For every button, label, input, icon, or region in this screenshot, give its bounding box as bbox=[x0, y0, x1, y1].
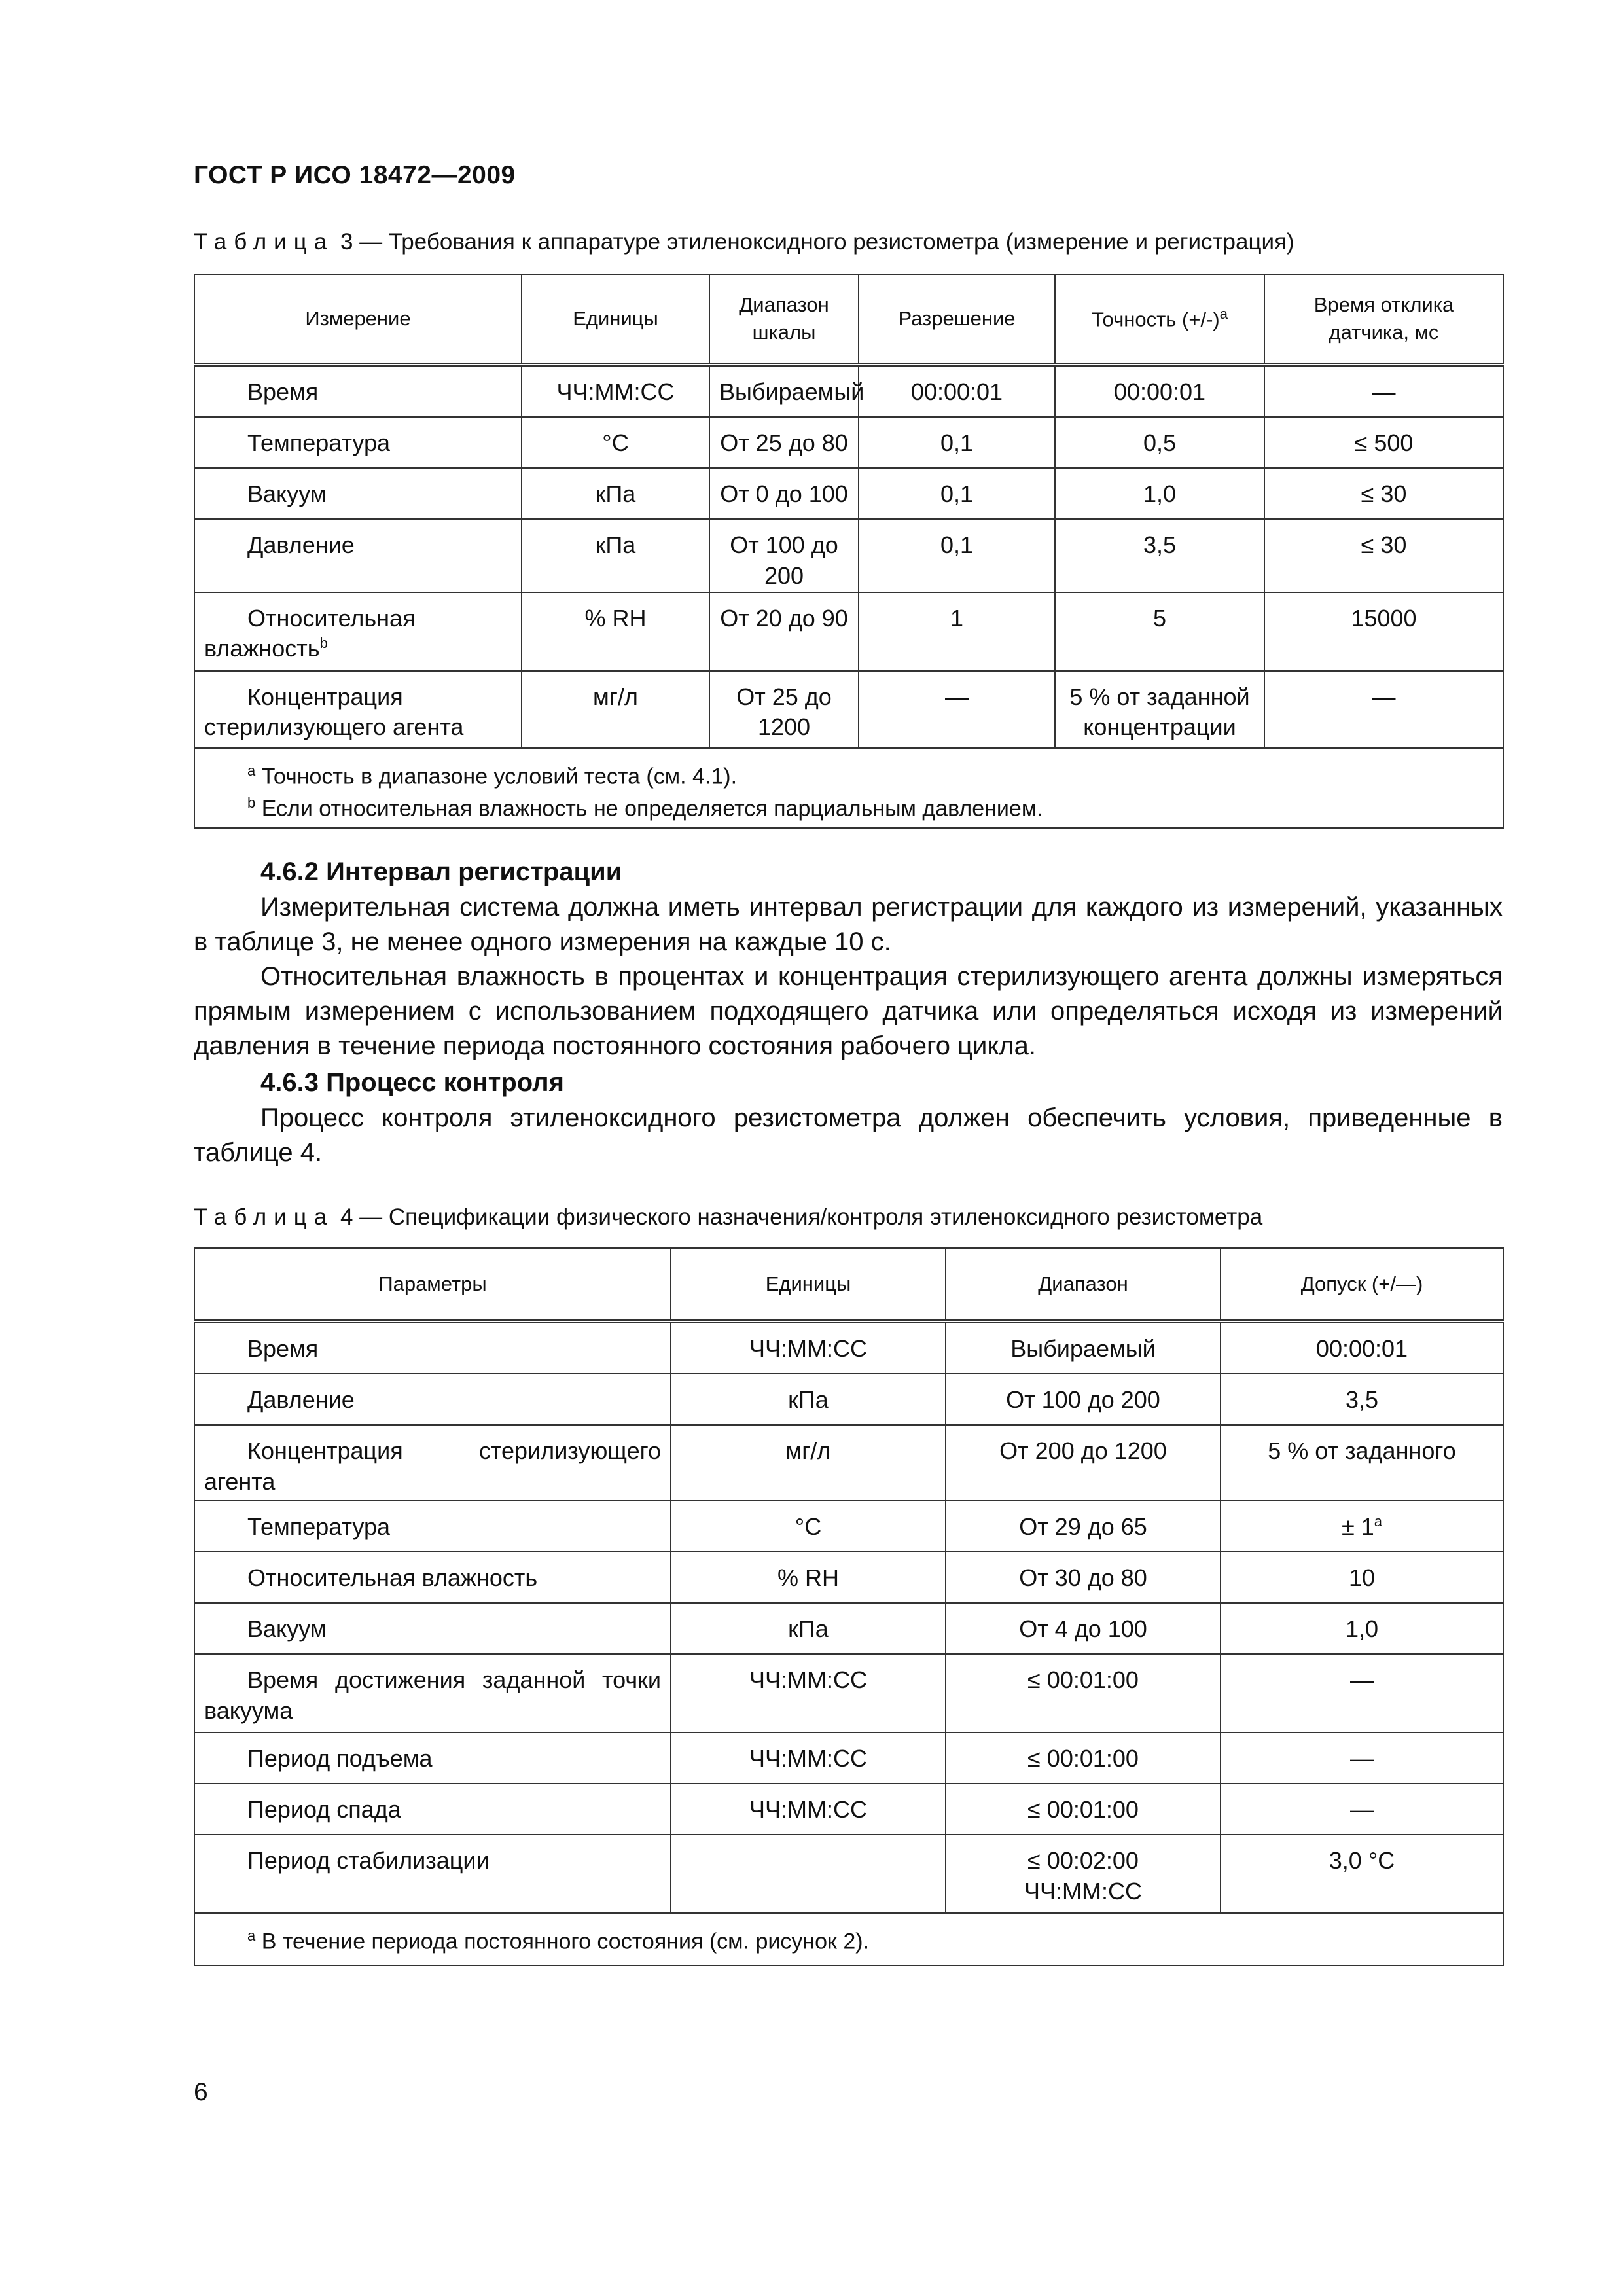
table4-cell-unit: °С bbox=[671, 1501, 946, 1552]
section-463-paragraph: Процесс контроля этиленоксидного резистометра должен обеспечить условия, приведенные в таблице 4. bbox=[194, 1103, 1503, 1167]
table3-cell-range: От 100 до 200 bbox=[709, 519, 859, 592]
table-row bbox=[194, 519, 1503, 592]
table4-cell-tolerance: 3,0 °С bbox=[1221, 1835, 1503, 1913]
footnote-text: Если относительная влажность не определяется парциальным давлением. bbox=[261, 796, 1043, 821]
table4-cell-tolerance: 1,0 bbox=[1221, 1603, 1503, 1654]
table-row bbox=[194, 1321, 1503, 1374]
table3-cell-response: ≤ 30 bbox=[1264, 519, 1503, 592]
table3-cell-resolution: 00:00:01 bbox=[859, 365, 1055, 417]
table4-cell-tolerance: 3,5 bbox=[1221, 1374, 1503, 1425]
table4-cell-unit: ЧЧ:ММ:СС bbox=[671, 1732, 946, 1784]
document-header: ГОСТ Р ИСО 18472—2009 bbox=[194, 161, 516, 189]
table3-header-measure: Измерение bbox=[194, 274, 522, 365]
table3 bbox=[194, 274, 1504, 829]
table-row bbox=[194, 1654, 1503, 1732]
table4-cell-tolerance: — bbox=[1221, 1732, 1503, 1784]
table3-footnote bbox=[247, 761, 1493, 793]
table3-cell-resolution: 0,1 bbox=[859, 417, 1055, 468]
table3-cell-range: От 20 до 90 bbox=[709, 592, 859, 671]
table3-cell-response: — bbox=[1264, 671, 1503, 748]
table3-cell-resolution: — bbox=[859, 671, 1055, 748]
table3-cell-name-text: Относительная влажность bbox=[204, 604, 416, 662]
table4-cell-range: От 29 до 65 bbox=[946, 1501, 1221, 1552]
section-462-paragraph: Измерительная система должна иметь интервал регистрации для каждого из измерений, указанных в таблице 3, не менее одного измерения на каждые 10 с. bbox=[194, 893, 1503, 956]
table4-cell-name: Период стабилизации bbox=[194, 1835, 671, 1913]
table-row bbox=[194, 1784, 1503, 1835]
table4-cell-range: От 4 до 100 bbox=[946, 1603, 1221, 1654]
table3-cell-accuracy: 3,5 bbox=[1055, 519, 1264, 592]
table3-cell-response: — bbox=[1264, 365, 1503, 417]
table4-cell-unit: мг/л bbox=[671, 1425, 946, 1501]
table-row bbox=[194, 365, 1503, 417]
table3-cell-name: Концентрация стерилизующего агента bbox=[194, 671, 522, 748]
table4-footnotes bbox=[194, 1913, 1503, 1965]
table4-cell-unit: ЧЧ:ММ:СС bbox=[671, 1321, 946, 1374]
table3-cell-accuracy: 5 bbox=[1055, 592, 1264, 671]
table4-cell-tolerance: — bbox=[1221, 1654, 1503, 1732]
table4-cell-tolerance: 10 bbox=[1221, 1552, 1503, 1603]
table4-caption-text: 4 — Спецификации физического назначения/контроля этиленоксидного резистометра bbox=[340, 1204, 1263, 1230]
page-number: 6 bbox=[194, 2078, 208, 2106]
table3-footnotes bbox=[194, 748, 1503, 828]
table3-cell-unit: % RH bbox=[522, 592, 709, 671]
table-row bbox=[194, 1374, 1503, 1425]
table4-cell-tolerance: 5 % от заданного bbox=[1221, 1425, 1503, 1501]
table3-cell-resolution: 0,1 bbox=[859, 468, 1055, 519]
table4-header-range: Диапазон bbox=[946, 1248, 1221, 1321]
footnote-mark: a bbox=[247, 1928, 256, 1944]
table3-cell-accuracy: 00:00:01 bbox=[1055, 365, 1264, 417]
table4-cell-tolerance: 00:00:01 bbox=[1221, 1321, 1503, 1374]
table4-footnote bbox=[247, 1926, 1493, 1958]
table-row bbox=[194, 1552, 1503, 1603]
table3-caption-text: 3 — Требования к аппаратуре этиленоксидного резистометра (измерение и регистрация) bbox=[340, 229, 1294, 255]
table4-cell-name: Давление bbox=[194, 1374, 671, 1425]
section-462-paragraph: Относительная влажность в процентах и концентрация стерилизующего агента должны измеряться прямым измерением с использованием подходящего датчика или определяться исходя из измерений давления в течение периода постоянного состояния рабочего цикла. bbox=[194, 962, 1503, 1060]
table3-cell-unit: ЧЧ:ММ:СС bbox=[522, 365, 709, 417]
table4-cell-range: От 100 до 200 bbox=[946, 1374, 1221, 1425]
table4-header-parameters: Параметры bbox=[194, 1248, 671, 1321]
footnote-mark: b bbox=[247, 795, 256, 812]
table3-cell-name: Температура bbox=[194, 417, 522, 468]
table4-cell-range: ≤ 00:01:00 bbox=[946, 1732, 1221, 1784]
table4 bbox=[194, 1247, 1504, 1966]
table4-footnotes-row bbox=[194, 1913, 1503, 1965]
table4-cell-range: От 200 до 1200 bbox=[946, 1425, 1221, 1501]
table4-cell-range: От 30 до 80 bbox=[946, 1552, 1221, 1603]
table4-cell-name: Относительная влажность bbox=[194, 1552, 671, 1603]
table4-cell-name: Время bbox=[194, 1321, 671, 1374]
section-462-heading: 4.6.2 Интервал регистрации bbox=[260, 857, 622, 886]
table3-footnote bbox=[247, 793, 1493, 825]
table4-cell-unit: кПа bbox=[671, 1603, 946, 1654]
footnote-mark: a bbox=[247, 762, 256, 779]
table-row bbox=[194, 671, 1503, 748]
table4-header-tolerance: Допуск (+/—) bbox=[1221, 1248, 1503, 1321]
table3-cell-unit: кПа bbox=[522, 468, 709, 519]
table3-cell-response: 15000 bbox=[1264, 592, 1503, 671]
table4-caption bbox=[194, 1204, 1262, 1230]
table-row bbox=[194, 468, 1503, 519]
table4-cell-tolerance bbox=[1221, 1501, 1503, 1552]
table3-cell-unit: мг/л bbox=[522, 671, 709, 748]
table3-cell-name: Давление bbox=[194, 519, 522, 592]
table3-cell-unit: кПа bbox=[522, 519, 709, 592]
table4-cell-range-line: ≤ 00:02:00 bbox=[1027, 1847, 1139, 1874]
table3-header-accuracy-sup: a bbox=[1219, 305, 1228, 322]
table3-header-response: Время отклика датчика, мс bbox=[1264, 274, 1503, 365]
table4-cell-range: Выбираемый bbox=[946, 1321, 1221, 1374]
table4-cell-range bbox=[946, 1835, 1221, 1913]
table4-cell-name: Вакуум bbox=[194, 1603, 671, 1654]
table3-cell-range: Выбираемый bbox=[709, 365, 859, 417]
table-row bbox=[194, 1603, 1503, 1654]
table4-cell-range: ≤ 00:01:00 bbox=[946, 1784, 1221, 1835]
table3-cell-response: ≤ 500 bbox=[1264, 417, 1503, 468]
table3-cell-unit: °С bbox=[522, 417, 709, 468]
table-row bbox=[194, 592, 1503, 671]
table4-cell-range: ≤ 00:01:00 bbox=[946, 1654, 1221, 1732]
table3-cell-resolution: 0,1 bbox=[859, 519, 1055, 592]
table3-header-unit: Единицы bbox=[522, 274, 709, 365]
table-row bbox=[194, 417, 1503, 468]
table3-caption bbox=[194, 229, 1294, 255]
table4-cell-name: Температура bbox=[194, 1501, 671, 1552]
table3-cell-response: ≤ 30 bbox=[1264, 468, 1503, 519]
table4-cell-unit: ЧЧ:ММ:СС bbox=[671, 1784, 946, 1835]
footnote-text: Точность в диапазоне условий теста (см. 4.1). bbox=[261, 763, 738, 789]
table4-header-unit: Единицы bbox=[671, 1248, 946, 1321]
table-row bbox=[194, 1732, 1503, 1784]
table4-cell-name: Концентрация стерилизующего агента bbox=[194, 1425, 671, 1501]
table4-cell-name: Период спада bbox=[194, 1784, 671, 1835]
section-463-heading: 4.6.3 Процесс контроля bbox=[260, 1068, 564, 1097]
table3-cell-name-sup: b bbox=[319, 635, 328, 652]
table4-cell-tolerance-text: ± 1 bbox=[1341, 1513, 1374, 1540]
table-row bbox=[194, 1501, 1503, 1552]
table3-header-accuracy-text: Точность (+/-) bbox=[1092, 308, 1220, 331]
table3-header-range: Диапазон шкалы bbox=[709, 274, 859, 365]
table-row bbox=[194, 1425, 1503, 1501]
table3-cell-range: От 0 до 100 bbox=[709, 468, 859, 519]
table4-cell-unit: кПа bbox=[671, 1374, 946, 1425]
table4-cell-name: Период подъема bbox=[194, 1732, 671, 1784]
table4-cell-unit: % RH bbox=[671, 1552, 946, 1603]
table4-cell-tolerance-sup: a bbox=[1374, 1513, 1383, 1530]
table3-header-accuracy bbox=[1055, 274, 1264, 365]
table3-header-resolution: Разрешение bbox=[859, 274, 1055, 365]
footnote-text: В течение периода постоянного состояния (см. рисунок 2). bbox=[261, 1929, 870, 1954]
table3-cell-name bbox=[194, 592, 522, 671]
table4-cell-unit bbox=[671, 1835, 946, 1913]
table3-cell-accuracy: 1,0 bbox=[1055, 468, 1264, 519]
table3-caption-word: Таблица bbox=[194, 229, 334, 255]
table4-cell-tolerance: — bbox=[1221, 1784, 1503, 1835]
table3-cell-accuracy: 5 % от заданной концентрации bbox=[1055, 671, 1264, 748]
table3-cell-range: От 25 до 1200 bbox=[709, 671, 859, 748]
table4-cell-unit: ЧЧ:ММ:СС bbox=[671, 1654, 946, 1732]
table3-cell-name: Вакуум bbox=[194, 468, 522, 519]
table4-cell-name: Время достижения заданной точки вакуума bbox=[194, 1654, 671, 1732]
table3-cell-name: Время bbox=[194, 365, 522, 417]
table4-cell-range-line: ЧЧ:ММ:СС bbox=[1024, 1877, 1142, 1905]
table3-cell-accuracy: 0,5 bbox=[1055, 417, 1264, 468]
table3-footnotes-row bbox=[194, 748, 1503, 828]
table3-cell-range: От 25 до 80 bbox=[709, 417, 859, 468]
table3-cell-resolution: 1 bbox=[859, 592, 1055, 671]
table4-caption-word: Таблица bbox=[194, 1204, 334, 1230]
table-row bbox=[194, 1835, 1503, 1913]
